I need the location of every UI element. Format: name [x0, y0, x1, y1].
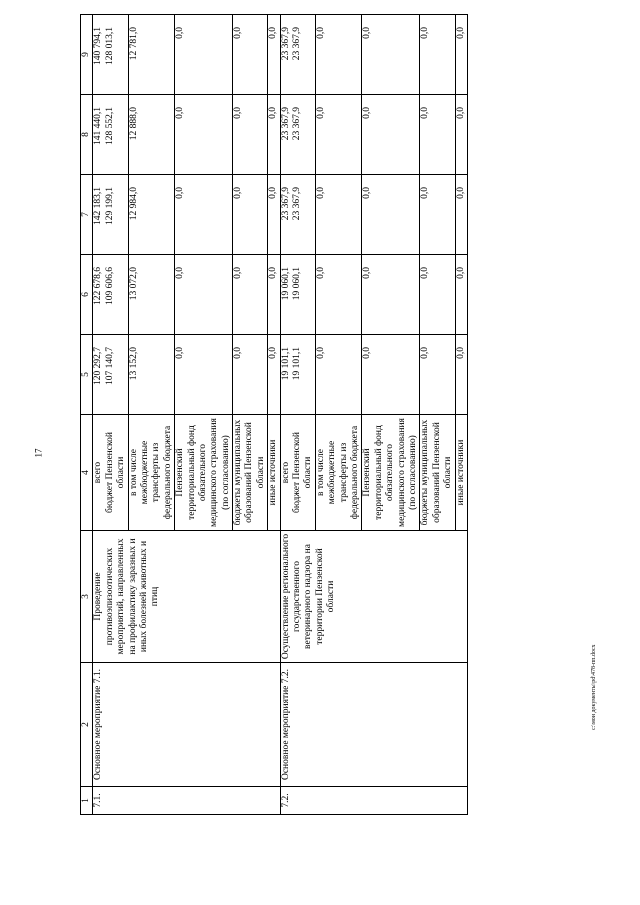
header-cell: 9	[81, 15, 93, 95]
source-label: Пензенский территориальный фонд обязательного медицинского страхования (по согласованию)	[362, 415, 420, 531]
value-cell: 141 440,1	[93, 95, 105, 175]
value-cell: 0,0	[315, 175, 362, 255]
value-cell: 0,0	[315, 15, 362, 95]
value-cell: 0,0	[268, 255, 280, 335]
value-cell: 0,0	[362, 255, 420, 335]
source-label: бюджет Пензенской области	[105, 415, 128, 531]
header-cell: 4	[81, 415, 93, 531]
header-cell: 7	[81, 175, 93, 255]
footer-file-path: c:\мои документы\pd\478-пп.docx	[591, 644, 597, 730]
value-cell: 0,0	[233, 15, 268, 95]
value-cell: 23 367,9	[292, 175, 315, 255]
value-cell: 23 367,9	[280, 175, 292, 255]
item-name: Основное мероприятие 7.2.	[280, 663, 467, 787]
value-cell: 12 984,0	[128, 175, 175, 255]
value-cell: 23 367,9	[280, 15, 292, 95]
header-cell: 2	[81, 663, 93, 787]
source-label: в том числе межбюджетные трансферты из федерального бюджета	[315, 415, 362, 531]
value-cell: 0,0	[455, 335, 467, 415]
value-cell: 120 292,7	[93, 335, 105, 415]
value-cell: 19 060,1	[292, 255, 315, 335]
value-cell: 0,0	[420, 15, 455, 95]
source-label: бюджет Пензенской области	[292, 415, 315, 531]
value-cell: 0,0	[455, 255, 467, 335]
value-cell: 0,0	[175, 15, 233, 95]
header-cell: 1	[81, 787, 93, 815]
source-label: всего	[280, 415, 292, 531]
value-cell: 0,0	[362, 15, 420, 95]
item-name: Основное мероприятие 7.1.	[93, 663, 280, 787]
value-cell: 0,0	[268, 335, 280, 415]
table-row	[280, 15, 292, 815]
value-cell: 0,0	[420, 255, 455, 335]
value-cell: 0,0	[455, 95, 467, 175]
value-cell: 122 678,6	[93, 255, 105, 335]
value-cell: 128 552,1	[105, 95, 128, 175]
header-cell: 3	[81, 531, 93, 663]
value-cell: 128 013,1	[105, 15, 128, 95]
rotated-table-container	[80, 15, 630, 815]
value-cell: 0,0	[233, 255, 268, 335]
value-cell: 0,0	[268, 175, 280, 255]
header-cell: 6	[81, 255, 93, 335]
value-cell: 0,0	[420, 175, 455, 255]
source-label: иные источники	[455, 415, 467, 531]
source-label: в том числе межбюджетные трансферты из федерального бюджета	[128, 415, 175, 531]
value-cell: 0,0	[233, 175, 268, 255]
source-label: иные источники	[268, 415, 280, 531]
value-cell: 0,0	[362, 175, 420, 255]
value-cell: 0,0	[233, 335, 268, 415]
value-cell: 0,0	[362, 335, 420, 415]
value-cell: 0,0	[268, 15, 280, 95]
value-cell: 12 888,0	[128, 95, 175, 175]
value-cell: 0,0	[315, 335, 362, 415]
value-cell: 142 183,1	[93, 175, 105, 255]
value-cell: 0,0	[175, 255, 233, 335]
value-cell: 0,0	[268, 95, 280, 175]
value-cell: 0,0	[175, 175, 233, 255]
item-code: 7.2.	[280, 787, 467, 815]
value-cell: 0,0	[455, 175, 467, 255]
value-cell: 0,0	[455, 15, 467, 95]
page-number: 17	[33, 448, 44, 458]
value-cell: 23 367,9	[292, 15, 315, 95]
source-label: всего	[93, 415, 105, 531]
item-description: Осуществление регионального государственного ветеринарного надзора на территории Пензенской области	[280, 531, 467, 663]
value-cell: 129 199,1	[105, 175, 128, 255]
value-cell: 23 367,9	[292, 95, 315, 175]
table-row	[93, 15, 105, 815]
source-label: Пензенский территориальный фонд обязательного медицинского страхования (по согласованию)	[175, 415, 233, 531]
source-label: бюджеты муниципальных образований Пензенской области	[233, 415, 268, 531]
budget-table	[80, 14, 468, 815]
value-cell: 19 101,1	[292, 335, 315, 415]
value-cell: 0,0	[362, 95, 420, 175]
value-cell: 13 072,0	[128, 255, 175, 335]
value-cell: 12 781,0	[128, 15, 175, 95]
item-code: 7.1.	[93, 787, 280, 815]
header-cell: 5	[81, 335, 93, 415]
value-cell: 0,0	[175, 95, 233, 175]
header-cell: 8	[81, 95, 93, 175]
value-cell: 19 060,1	[280, 255, 292, 335]
value-cell: 0,0	[233, 95, 268, 175]
value-cell: 23 367,9	[280, 95, 292, 175]
value-cell: 109 606,6	[105, 255, 128, 335]
value-cell: 0,0	[420, 95, 455, 175]
value-cell: 140 794,1	[93, 15, 105, 95]
value-cell: 13 152,0	[128, 335, 175, 415]
value-cell: 107 140,7	[105, 335, 128, 415]
source-label: бюджеты муниципальных образований Пензенской области	[420, 415, 455, 531]
value-cell: 0,0	[315, 255, 362, 335]
value-cell: 0,0	[315, 95, 362, 175]
header-row	[81, 15, 93, 815]
item-description: Проведение противоэпизоотических мероприятий, направленных на профилактику заразных и иных болезней животных и птиц	[93, 531, 280, 663]
value-cell: 0,0	[420, 335, 455, 415]
value-cell: 0,0	[175, 335, 233, 415]
value-cell: 19 101,1	[280, 335, 292, 415]
